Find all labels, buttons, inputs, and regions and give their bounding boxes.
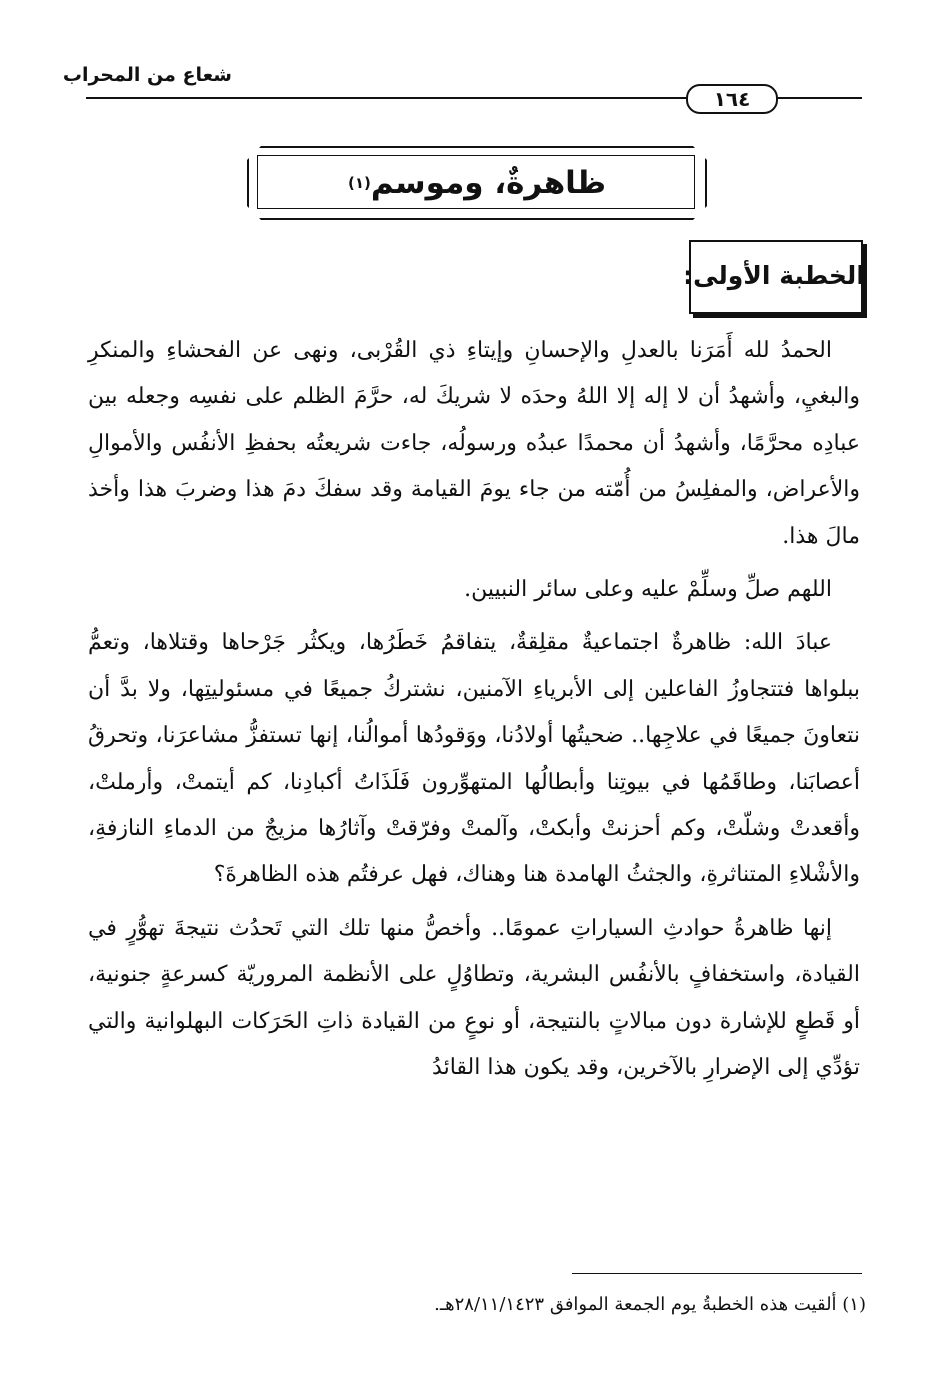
footnote-rule	[572, 1273, 862, 1274]
sermon-title-text: ظاهرةٌ، وموسم	[370, 165, 607, 201]
paragraph-salutation: اللهم صلِّ وسلِّمْ عليه وعلى سائر النبيين.	[464, 577, 832, 603]
title-footnote-marker: (١)	[347, 174, 371, 192]
body-text	[88, 328, 860, 1092]
paragraph-opening-praise: الحمدُ لله أَمَرَنا بالعدلِ والإحسانِ وإيتاءِ ذي القُرْبى، ونهى عن الفحشاءِ والمنكرِ والبغيِ، وأشهدُ أن لا إله إلا اللهُ وحدَه لا شريكَ له، حرَّمَ الظلم على نفسِه وجعله بين عبادِه محرَّمًا، وأشهدُ أن محمدًا عبدُه ورسولُه، جاءت شريعتُه بحفظِ الأنفُس والأموالِ والأعراض، والمفلِسُ من أُمّته من جاء يومَ القيامة وقد سفكَ دمَ هذا وضربَ هذا وأخذ مالَ هذا.	[88, 338, 860, 549]
footnote: (١) ألقيت هذه الخطبةُ يوم الجمعة الموافق ٢٨/١١/١٤٢٣هـ.	[434, 1294, 866, 1315]
section-heading: الخطبة الأولى:	[683, 260, 865, 290]
paragraph-car-accidents: إنها ظاهرةُ حوادثِ السياراتِ عمومًا.. وأخصُّ منها تلك التي تَحدُث نتيجةَ تهوُّرٍ في القيادة، واستخفافٍ بالأنفُس البشرية، وتطاوُلٍ على الأنظمة المروريّة كسرعةٍ جنونية، أو قَطعٍ للإشارة دون مبالاتٍ بالنتيجة، أو نوعٍ من القيادة ذاتِ الحَرَكات البهلوانية والتي تؤدِّي إلى الإضرارِ بالآخرين، وقد يكون هذا القائدُ	[88, 915, 860, 1081]
running-title: شعاع من المحراب	[62, 64, 232, 86]
paragraph-social-phenomenon: عبادَ الله: ظاهرةٌ اجتماعيةٌ مقلِقةٌ، يتفاقمُ خَطَرُها، ويكثُر جَرْحاها وقتلاها، وتعمُّ ببلواها فتتجاوزُ الفاعلين إلى الأبرياءِ الآمنين، نشتركُ جميعًا في مسئوليتِها، ولا بدَّ أن نتعاونَ جميعًا في علاجِها.. ضحيتُها أولادُنا، ووَقودُها أموالُنا، إنها تستفزُّ مشاعرَنا، وتحرقُ أعصابَنا، وطاقَمُها في بيوتِنا وأبطالُها المتهوِّرون فَلَذَاتُ أكبادِنا، كم أيتمتْ، وأرملتْ، وأقعدتْ وشلّتْ، وكم أحزنتْ وأبكتْ، وآلمتْ وفرّقتْ وآثارُها مزيجٌ من الدماءِ النازفةِ، والأشْلاءِ المتناثرةِ، والجثثُ الهامدة هنا وهناك، فهل عرفتُم هذه الظاهرةَ؟	[88, 630, 860, 888]
page-number: ١٦٤	[686, 84, 778, 114]
sermon-title	[247, 146, 707, 220]
